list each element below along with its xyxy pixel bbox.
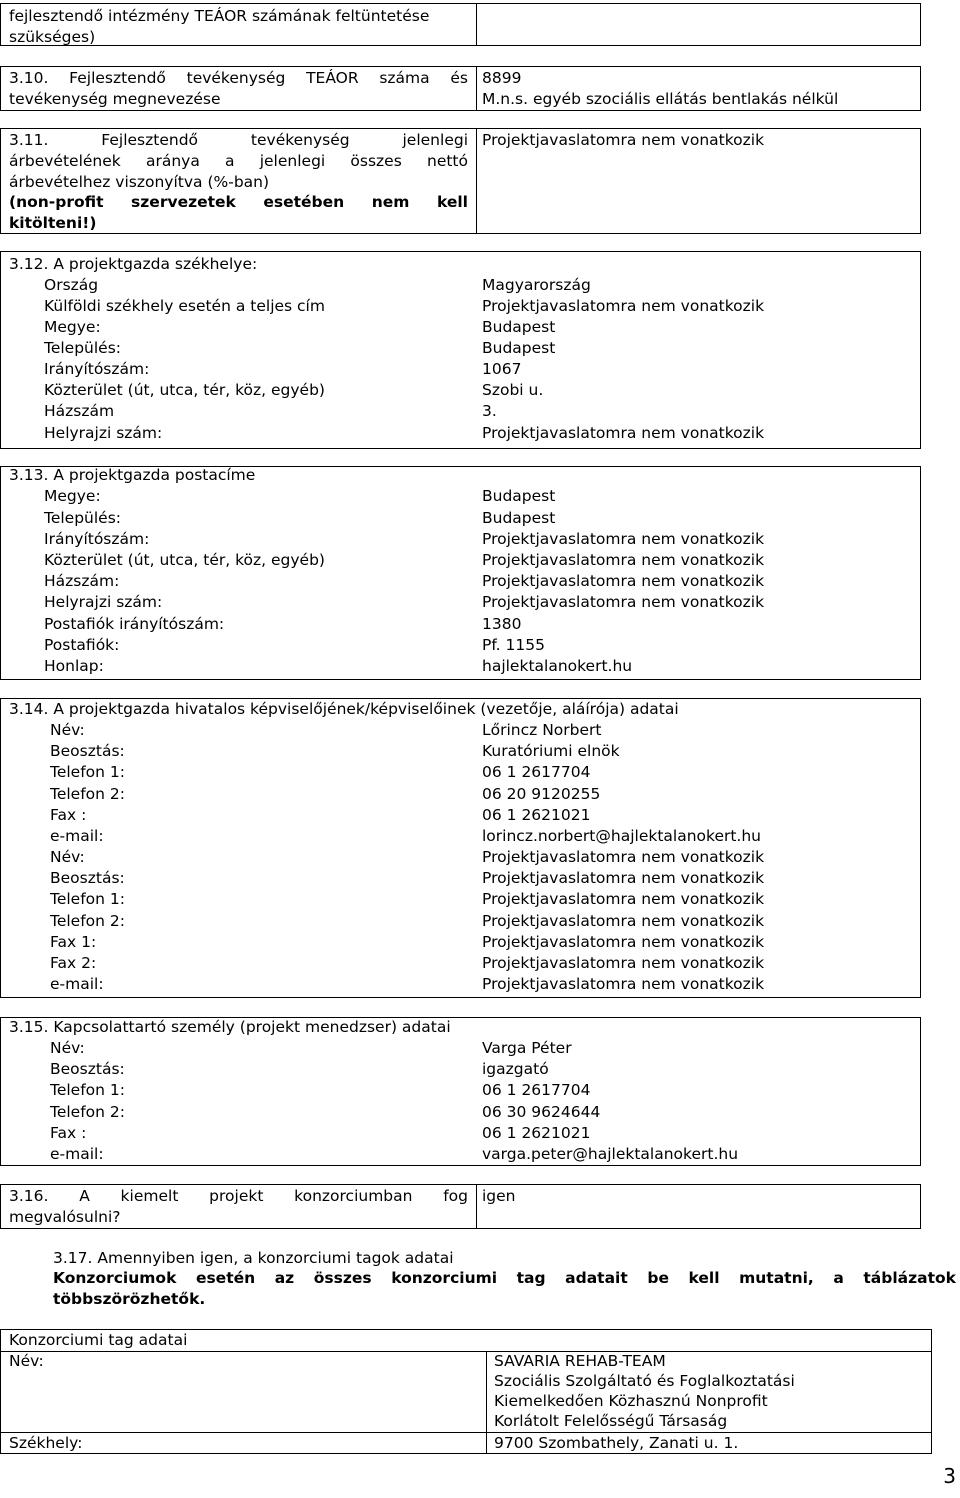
s313-value-house: Projektjavaslatomra nem vonatkozik <box>482 572 765 590</box>
s310-label-line1: 3.10. Fejlesztendő tevékenység TEÁOR száma és <box>9 69 468 87</box>
s313-value-zip: Projektjavaslatomra nem vonatkozik <box>482 530 765 548</box>
top-label-line1: fejlesztendő intézmény TEÁOR számának feltüntetése <box>9 7 430 25</box>
s314-value-phone2: 06 20 9120255 <box>482 785 601 803</box>
s312-label-city: Település: <box>44 339 122 357</box>
s315-label-email: e-mail: <box>50 1145 104 1163</box>
s314-value-phone1b: Projektjavaslatomra nem vonatkozik <box>482 890 765 908</box>
s315-label-phone2: Telefon 2: <box>50 1103 125 1121</box>
s312-title: 3.12. A projektgazda székhelye: <box>9 255 258 273</box>
s313-label-website: Honlap: <box>44 657 104 675</box>
s312-label-country: Ország <box>44 276 99 294</box>
s315-value-position: igazgató <box>482 1060 549 1078</box>
s314-value-name1: Lőrincz Norbert <box>482 721 602 739</box>
s313-label-pobox: Postafiók: <box>44 636 120 654</box>
s313-value-county: Budapest <box>482 487 556 505</box>
s314-value-fax2: Projektjavaslatomra nem vonatkozik <box>482 954 765 972</box>
s312-label-house: Házszám <box>44 402 115 420</box>
s311-label-line3: árbevételhez viszonyítva (%-ban) <box>9 173 270 191</box>
s313-label-street: Közterület (út, utca, tér, köz, egyéb) <box>44 551 325 569</box>
consortium-name-label: Név: <box>9 1352 44 1370</box>
consortium-name-label-cell <box>0 1351 487 1433</box>
s316-value: igen <box>482 1187 516 1205</box>
s313-value-street: Projektjavaslatomra nem vonatkozik <box>482 551 765 569</box>
s315-value-name: Varga Péter <box>482 1039 572 1057</box>
s313-box <box>0 466 921 680</box>
s314-value-email1: lorincz.norbert@hajlektalanokert.hu <box>482 827 761 845</box>
s312-label-foreign: Külföldi székhely esetén a teljes cím <box>44 297 325 315</box>
s316-value-box <box>476 1184 921 1229</box>
s312-label-zip: Irányítószám: <box>44 360 150 378</box>
consortium-name-line4: Korlátolt Felelősségű Társaság <box>494 1412 728 1430</box>
s311-label-line2: árbevételének aránya a jelenlegi összes nettó <box>9 152 468 170</box>
s312-box <box>0 251 921 449</box>
s310-label-line2: tevékenység megnevezése <box>9 90 221 108</box>
s314-title: 3.14. A projektgazda hivatalos képviselőjének/képviselőinek (vezetője, aláírója) adatai <box>9 700 679 718</box>
s313-value-website: hajlektalanokert.hu <box>482 657 633 675</box>
consortium-name-line1: SAVARIA REHAB-TEAM <box>494 1352 666 1370</box>
s313-label-lot: Helyrajzi szám: <box>44 593 163 611</box>
s314-label-name2: Név: <box>50 848 85 866</box>
s315-value-phone1: 06 1 2617704 <box>482 1081 591 1099</box>
s314-box <box>0 698 921 998</box>
s312-value-country: Magyarország <box>482 276 591 294</box>
s314-label-phone1: Telefon 1: <box>50 763 125 781</box>
s310-value-line1: 8899 <box>482 69 522 87</box>
s317-instruction-line1: Konzorciumok esetén az összes konzorciumi tag adatait be kell mutatni, a táblázatok <box>53 1269 956 1287</box>
s314-value-position1: Kuratóriumi elnök <box>482 742 620 760</box>
s314-label-position2: Beosztás: <box>50 869 125 887</box>
s312-label-street: Közterület (út, utca, tér, köz, egyéb) <box>44 381 325 399</box>
s313-title: 3.13. A projektgazda postacíme <box>9 466 256 484</box>
s312-value-house: 3. <box>482 402 497 420</box>
s315-label-position: Beosztás: <box>50 1060 125 1078</box>
s314-label-phone2: Telefon 2: <box>50 785 125 803</box>
consortium-seat-label: Székhely: <box>9 1434 83 1452</box>
s315-label-phone1: Telefon 1: <box>50 1081 125 1099</box>
s313-label-county: Megye: <box>44 487 101 505</box>
consortium-name-line3: Kiemelkedően Közhasznú Nonprofit <box>494 1392 768 1410</box>
s315-value-phone2: 06 30 9624644 <box>482 1103 601 1121</box>
s312-label-county: Megye: <box>44 318 101 336</box>
s314-value-phone1: 06 1 2617704 <box>482 763 591 781</box>
s313-label-pobox-zip: Postafiók irányítószám: <box>44 615 225 633</box>
s313-value-lot: Projektjavaslatomra nem vonatkozik <box>482 593 765 611</box>
s312-value-city: Budapest <box>482 339 556 357</box>
s315-value-fax: 06 1 2621021 <box>482 1124 591 1142</box>
s317-instruction-line2: többszörözhetők. <box>53 1290 206 1308</box>
s315-label-name: Név: <box>50 1039 85 1057</box>
s314-value-position2: Projektjavaslatomra nem vonatkozik <box>482 869 765 887</box>
s314-label-name1: Név: <box>50 721 85 739</box>
s313-value-city: Budapest <box>482 509 556 527</box>
s312-value-county: Budapest <box>482 318 556 336</box>
s314-value-fax1: Projektjavaslatomra nem vonatkozik <box>482 933 765 951</box>
s314-value-name2: Projektjavaslatomra nem vonatkozik <box>482 848 765 866</box>
s311-label-line4: (non-profit szervezetek esetében nem kell <box>9 193 468 211</box>
s313-label-house: Házszám: <box>44 572 120 590</box>
s314-label-position1: Beosztás: <box>50 742 125 760</box>
s315-box <box>0 1017 921 1166</box>
s312-value-foreign: Projektjavaslatomra nem vonatkozik <box>482 297 765 315</box>
s314-label-phone1b: Telefon 1: <box>50 890 125 908</box>
s312-value-zip: 1067 <box>482 360 522 378</box>
s317-title: 3.17. Amennyiben igen, a konzorciumi tagok adatai <box>53 1249 454 1267</box>
consortium-seat-value: 9700 Szombathely, Zanati u. 1. <box>494 1434 739 1452</box>
s316-label-line1: 3.16. A kiemelt projekt konzorciumban fog <box>9 1187 468 1205</box>
s314-label-email1: e-mail: <box>50 827 104 845</box>
s313-label-city: Település: <box>44 509 122 527</box>
s314-label-email2: e-mail: <box>50 975 104 993</box>
top-label-line2: szükséges) <box>9 28 96 46</box>
s315-title: 3.15. Kapcsolattartó személy (projekt menedzser) adatai <box>9 1018 451 1036</box>
s314-value-phone2b: Projektjavaslatomra nem vonatkozik <box>482 912 765 930</box>
s314-label-fax1: Fax 1: <box>50 933 97 951</box>
consortium-name-line2: Szociális Szolgáltató és Foglalkoztatási <box>494 1372 795 1390</box>
s312-label-lot: Helyrajzi szám: <box>44 424 163 442</box>
s314-label-phone2b: Telefon 2: <box>50 912 125 930</box>
s313-value-pobox-zip: 1380 <box>482 615 522 633</box>
s312-value-street: Szobi u. <box>482 381 544 399</box>
s311-value: Projektjavaslatomra nem vonatkozik <box>482 131 765 149</box>
s314-value-fax: 06 1 2621021 <box>482 806 591 824</box>
s314-label-fax: Fax : <box>50 806 87 824</box>
s314-value-email2: Projektjavaslatomra nem vonatkozik <box>482 975 765 993</box>
s314-label-fax2: Fax 2: <box>50 954 97 972</box>
top-value-box <box>476 3 921 46</box>
page-number: 3 <box>943 1464 956 1488</box>
s311-label-line1: 3.11. Fejlesztendő tevékenység jelenlegi <box>9 131 468 149</box>
s315-value-email: varga.peter@hajlektalanokert.hu <box>482 1145 739 1163</box>
s310-value-line2: M.n.s. egyéb szociális ellátás bentlakás nélkül <box>482 90 839 108</box>
consortium-header: Konzorciumi tag adatai <box>9 1331 188 1349</box>
s313-label-zip: Irányítószám: <box>44 530 150 548</box>
s316-label-line2: megvalósulni? <box>9 1208 121 1226</box>
s315-label-fax: Fax : <box>50 1124 87 1142</box>
s313-value-pobox: Pf. 1155 <box>482 636 545 654</box>
s312-value-lot: Projektjavaslatomra nem vonatkozik <box>482 424 765 442</box>
s311-label-line5: kitölteni!) <box>9 214 97 232</box>
